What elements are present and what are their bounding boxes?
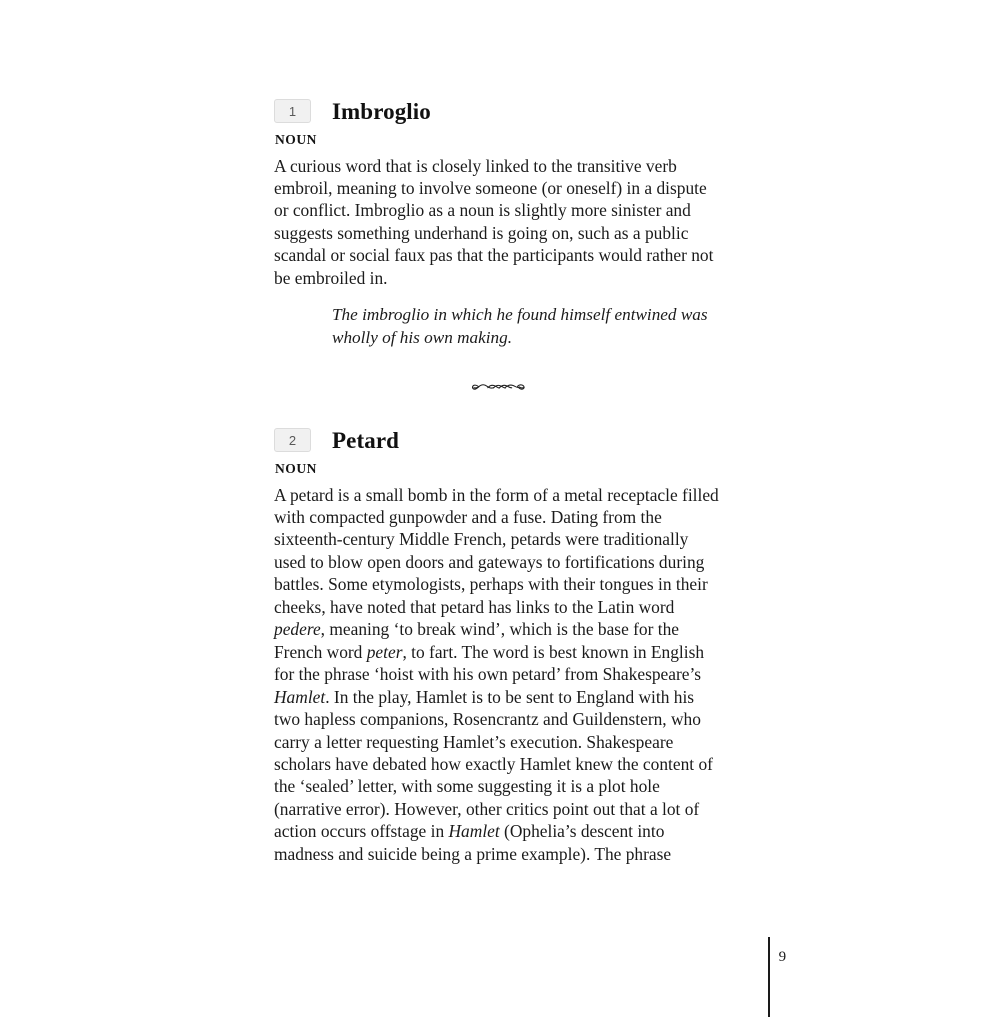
part-of-speech-label-2: NOUN [275, 461, 317, 477]
text-column [274, 96, 724, 865]
part-of-speech-label-1: NOUN [275, 132, 317, 147]
entry-title-2: Petard [332, 427, 400, 453]
entry-example-sentence-1: The imbroglio in which he found himself entwined was wholly of his own making. [332, 305, 708, 347]
entry-definition-1: A curious word that is closely linked to the transitive verb embroil, meaning to involve someone (or oneself) in a dispute or conflict. Imbroglio as a noun is slightly more sinister and suggests something underhand is going on, such as a public scandal or social faux pas that the participants would rather not be embroiled in. [274, 155, 714, 288]
entry-spacer [274, 396, 724, 425]
entry-number-badge-2: 2 [274, 428, 311, 452]
entry-header-2 [274, 425, 724, 455]
page-folio [768, 937, 786, 1017]
page-number: 9 [778, 949, 787, 965]
dictionary-entry-2 [274, 425, 724, 865]
entry-definition-2: A petard is a small bomb in the form of a metal receptacle filled with compacted gunpowder and a fuse. Dating from the sixteenth-century Middle French, petards were traditionally used to blow open doors and gateways to fortifications during battles. Some etymologists, perhaps with their tongues in their cheeks, have noted that petard has links to the Latin word pedere, meaning ‘to break wind’, which is the base for the French word peter, to fart. The word is best known in English for the phrase ‘hoist with his own petard’ from Shakespeare’s Hamlet. In the play, Hamlet is to be sent to England with his two hapless companions, Rosencrantz and Guildenstern, who carry a letter requesting Hamlet’s execution. Shakespeare scholars have debated how exactly Hamlet knew the content of the ‘sealed’ letter, with some suggesting it is a plot hole (narrative error). However, other critics point out that a lot of action occurs offstage in Hamlet (Ophelia’s descent into madness and suicide being a prime example). The phrase [274, 484, 719, 864]
entry-number-badge-1: 1 [274, 99, 311, 123]
entry-header-1 [274, 96, 724, 126]
entry-title-1: Imbroglio [332, 98, 431, 124]
swash-flourish-ornament [274, 376, 724, 396]
dictionary-entry-1 [274, 96, 724, 349]
